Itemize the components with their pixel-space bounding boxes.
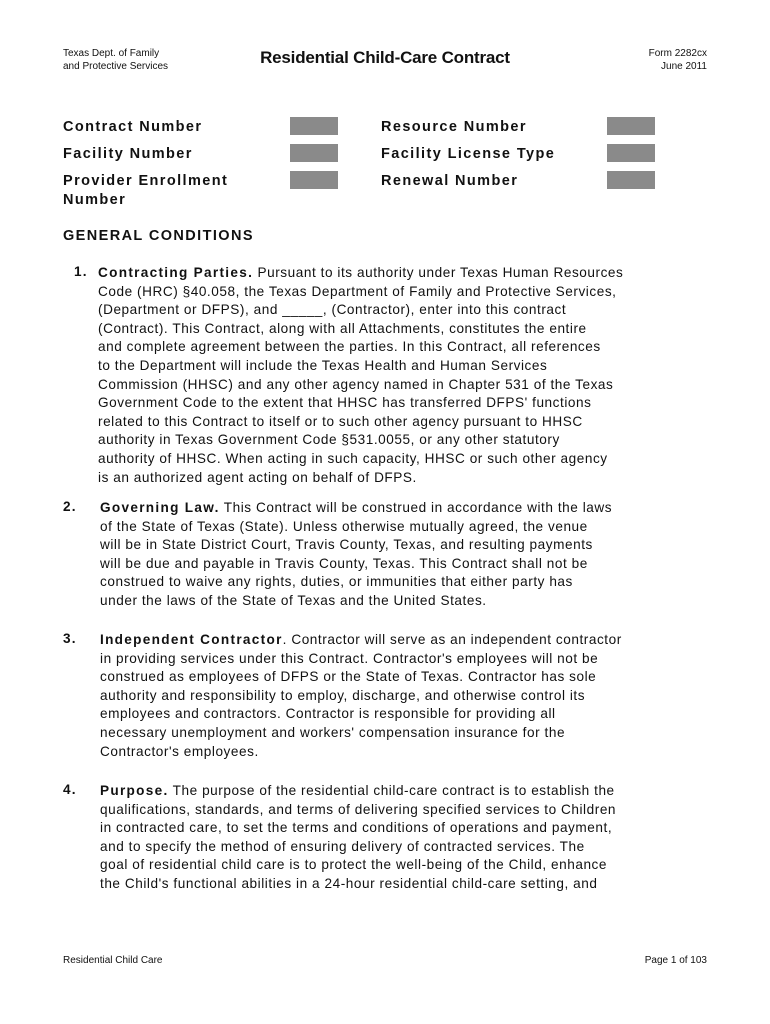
agency-line-2: and Protective Services — [63, 61, 169, 72]
item-line: and to specify the method of ensuring delivery of contracted services. The — [100, 838, 585, 854]
item-line: will be due and payable in Travis County, Texas. This Contract shall not be — [100, 555, 588, 571]
item-line — [100, 782, 720, 801]
item-line: in providing services under this Contract. Contractor's employees will not be — [100, 650, 599, 666]
item-line — [100, 499, 720, 518]
footer-document-name: Residential Child Care — [63, 955, 163, 966]
item-purpose — [100, 782, 720, 894]
item-line: construed as employees of DFPS or the State of Texas. Contractor has sole — [100, 669, 597, 685]
contract-number-label: Contract Number — [63, 119, 203, 135]
item-heading: Contracting Parties. — [98, 265, 254, 280]
item-contracting-parties — [98, 264, 718, 487]
form-info — [649, 47, 707, 73]
item-line: necessary unemployment and workers' compensation insurance for the — [100, 724, 566, 740]
item-line: goal of residential child care is to protect the well-being of the Child, enhance — [100, 857, 608, 873]
item-line-text: . Contractor will serve as an independent contractor — [282, 632, 622, 647]
agency-line-1: Texas Dept. of Family — [63, 48, 160, 59]
item-heading: Purpose. — [100, 783, 169, 798]
form-number: Form 2282cx — [648, 48, 707, 59]
item-line: Commission (HHSC) and any other agency named in Chapter 531 of the Texas — [98, 376, 614, 392]
facility-license-type-field[interactable] — [607, 144, 655, 162]
item-line: employees and contractors. Contractor is responsible for providing all — [100, 706, 556, 722]
item-governing-law — [100, 499, 720, 611]
provider-enrollment-label — [63, 172, 228, 210]
item-line: related to this Contract to itself or to such other agency pursuant to HHSC — [98, 413, 583, 429]
section-title: GENERAL CONDITIONS — [63, 228, 254, 244]
provider-enrollment-field[interactable] — [290, 171, 338, 189]
item-line: (Contract). This Contract, along with all Attachments, constitutes the entire — [98, 320, 587, 336]
item-line-text: This Contract will be construed in accordance with the laws — [223, 500, 613, 515]
item-independent-contractor — [100, 631, 720, 761]
item-line: authority of HHSC. When acting in such capacity, HHSC or such other agency — [98, 450, 608, 466]
item-line: qualifications, standards, and terms of delivering specified services to Children — [100, 801, 617, 817]
page-number: Page 1 of 103 — [644, 955, 707, 966]
item-line: construed to waive any rights, duties, or immunities that either party has — [100, 574, 573, 590]
facility-number-label: Facility Number — [63, 146, 193, 162]
provider-enrollment-label-line1: Provider Enrollment — [63, 173, 229, 189]
document-title: Residential Child-Care Contract — [260, 48, 510, 67]
item-line — [100, 631, 720, 650]
item-line: in contracted care, to set the terms and conditions of operations and payment, — [100, 820, 613, 836]
item-line: authority and responsibility to employ, discharge, and otherwise control its — [100, 687, 586, 703]
resource-number-label: Resource Number — [381, 119, 527, 135]
renewal-number-label: Renewal Number — [381, 173, 519, 189]
item-heading: Governing Law. — [100, 500, 220, 515]
form-date: June 2011 — [661, 61, 707, 72]
item-number: 4. — [63, 782, 77, 797]
resource-number-field[interactable] — [607, 117, 655, 135]
item-line: Code (HRC) §40.058, the Texas Department of Family and Protective Services, — [98, 283, 617, 299]
item-line — [98, 264, 718, 283]
contract-number-field[interactable] — [290, 117, 338, 135]
item-line-text: Pursuant to its authority under Texas Human Resources — [257, 265, 624, 280]
provider-enrollment-label-line2: Number — [63, 192, 127, 208]
item-line: and complete agreement between the parties. In this Contract, all references — [98, 339, 601, 355]
item-line: authority in Texas Government Code §531.0055, or any other statutory — [98, 432, 560, 448]
item-heading: Independent Contractor — [100, 632, 283, 647]
item-line: the Child's functional abilities in a 24-hour residential child-care setting, and — [100, 875, 598, 891]
item-line: will be in State District Court, Travis County, Texas, and resulting payments — [100, 537, 593, 553]
item-line: to the Department will include the Texas Health and Human Services — [98, 357, 548, 373]
item-number: 2. — [63, 499, 77, 514]
facility-license-type-label: Facility License Type — [381, 146, 556, 162]
facility-number-field[interactable] — [290, 144, 338, 162]
item-line-text: The purpose of the residential child-care contract is to establish the — [172, 783, 615, 798]
item-number: 3. — [63, 631, 77, 646]
item-line: Contractor's employees. — [100, 743, 259, 759]
item-line: of the State of Texas (State). Unless otherwise mutually agreed, the venue — [100, 518, 588, 534]
item-line: Government Code to the extent that HHSC has transferred DFPS' functions — [98, 395, 592, 411]
item-line: (Department or DFPS), and _____, (Contractor), enter into this contract — [98, 302, 567, 318]
item-line: under the laws of the State of Texas and the United States. — [100, 592, 487, 608]
renewal-number-field[interactable] — [607, 171, 655, 189]
item-number: 1. — [74, 264, 88, 279]
item-line: is an authorized agent acting on behalf of DFPS. — [98, 469, 417, 485]
